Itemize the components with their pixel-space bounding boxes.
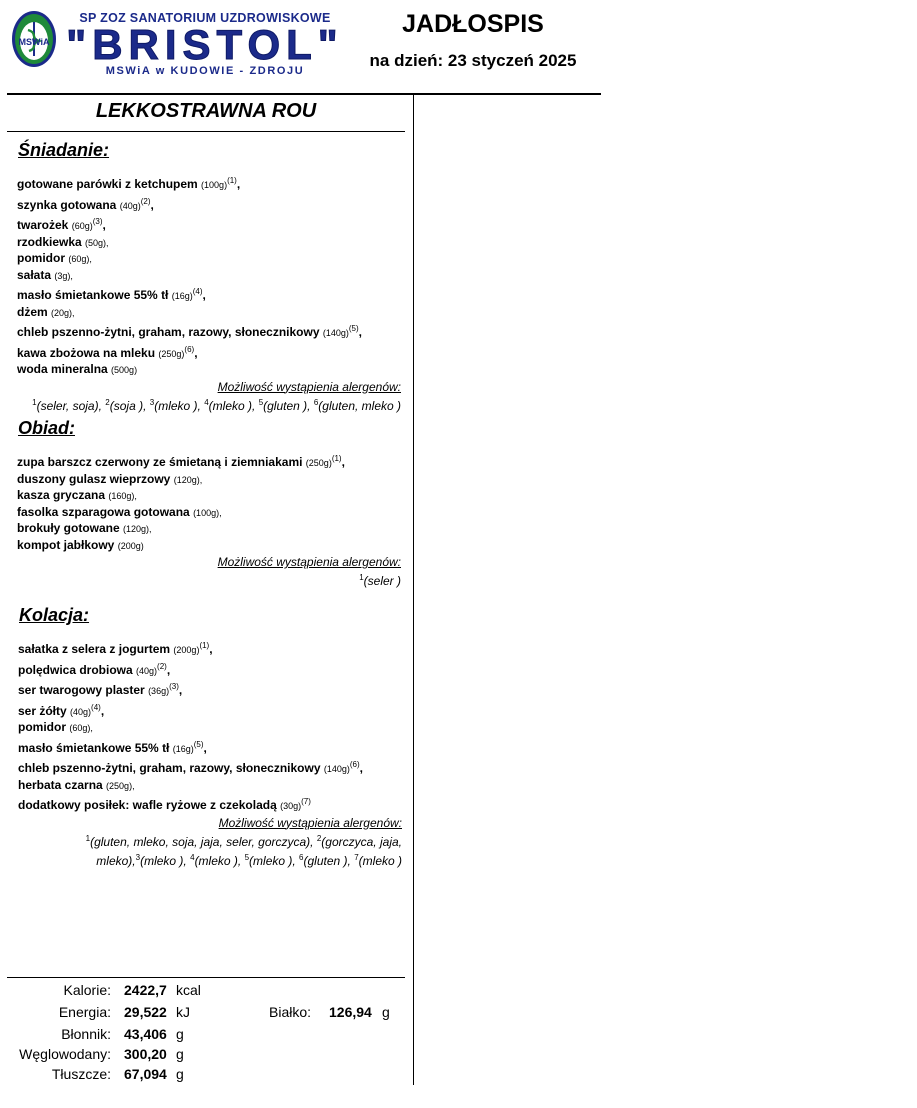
menu-item-name: chleb pszenno-żytni, graham, razowy, słonecznikowy bbox=[18, 761, 321, 775]
allergen-names: (gluten ), bbox=[303, 853, 355, 868]
meal-title: Śniadanie: bbox=[18, 140, 110, 160]
menu-item-amount: (40g) bbox=[136, 665, 158, 676]
menu-item bbox=[18, 679, 408, 700]
allergen-number: 4 bbox=[204, 397, 209, 407]
meal-title: Kolacja: bbox=[19, 605, 90, 625]
menu-item-amount: (40g) bbox=[70, 706, 92, 717]
allergen-ref: (6) bbox=[184, 344, 195, 354]
allergen-number: 1 bbox=[32, 397, 37, 407]
menu-item-name: pomidor bbox=[17, 251, 65, 265]
menu-item-name: sałatka z selera z jogurtem bbox=[18, 642, 171, 656]
menu-item bbox=[17, 173, 407, 194]
menu-item-separator: , bbox=[150, 197, 154, 212]
weglowodany-label: Węglowodany: bbox=[19, 1046, 111, 1062]
allergen-ref: (1) bbox=[199, 641, 210, 650]
menu-item-name: gotowane parówki z ketchupem bbox=[17, 177, 198, 191]
menu-item-amount: (60g) bbox=[71, 221, 93, 231]
menu-item bbox=[17, 472, 407, 489]
menu-item-amount: (160g), bbox=[108, 491, 137, 501]
menu-item-name: kawa zbożowa na mleku bbox=[17, 345, 156, 360]
menu-item-amount: (250g) bbox=[158, 348, 185, 359]
menu-item-separator: , bbox=[102, 218, 106, 232]
org-line1: SP ZOZ SANATORIUM UZDROWISKOWE bbox=[79, 11, 331, 25]
menu-item-amount: (140g) bbox=[323, 764, 350, 774]
menu-item-amount: (60g), bbox=[69, 723, 93, 733]
allergen-number: 2 bbox=[105, 397, 110, 407]
org-line3: MSWiA w KUDOWIE - ZDROJU bbox=[105, 65, 305, 77]
column-divider bbox=[413, 95, 414, 1085]
menu-item-name: polędwica drobiowa bbox=[18, 662, 133, 677]
allergen-names: (mleko ), bbox=[194, 853, 245, 868]
nutrition-row-weglowodany bbox=[0, 1046, 917, 1066]
weglowodany-unit: g bbox=[176, 1046, 184, 1062]
menu-item-amount: (100g) bbox=[201, 180, 228, 190]
menu-item bbox=[18, 720, 408, 737]
allergen-heading: Możliwość wystąpienia alergenów: bbox=[218, 815, 402, 830]
menu-item-amount: (20g), bbox=[51, 307, 75, 318]
allergen-number: 5 bbox=[258, 397, 264, 407]
menu-item-name: twarożek bbox=[17, 218, 69, 232]
diet-name: LEKKOSTRAWNA ROU bbox=[95, 100, 317, 122]
document-header bbox=[0, 0, 917, 100]
menu-item-name: herbata czarna bbox=[18, 777, 107, 792]
allergen-list bbox=[18, 831, 408, 869]
menu-item-separator: , bbox=[341, 455, 345, 469]
kalorie-unit: kcal bbox=[176, 982, 201, 998]
allergen-names: (gluten ), bbox=[263, 398, 314, 413]
allergen-number: 6 bbox=[313, 397, 319, 407]
allergen-number: 4 bbox=[190, 852, 195, 862]
bialko-label: Białko: bbox=[269, 1004, 312, 1020]
organization-name bbox=[64, 11, 346, 78]
allergen-ref: (1) bbox=[227, 176, 237, 185]
menu-item bbox=[17, 321, 407, 342]
menu-item bbox=[17, 362, 407, 379]
menu-item bbox=[17, 268, 407, 285]
tluszcze-value: 67,094 bbox=[124, 1066, 167, 1082]
allergen-ref: (2) bbox=[140, 196, 151, 206]
menu-item-name: zupa barszcz czerwony ze śmietaną i ziemniakami bbox=[17, 455, 303, 469]
menu-item-name: dodatkowy posiłek: wafle ryżowe z czekoladą bbox=[18, 798, 277, 812]
menu-item-name: chleb pszenno-żytni, graham, razowy, słonecznikowy bbox=[17, 325, 320, 339]
allergen-number: 1 bbox=[359, 573, 364, 582]
allergen-number: 3 bbox=[135, 852, 141, 862]
nutrition-divider bbox=[7, 977, 405, 978]
allergen-list bbox=[17, 395, 407, 414]
allergen-ref: (3) bbox=[92, 217, 103, 226]
menu-item-name: duszony gulasz wieprzowy bbox=[17, 471, 171, 486]
menu-item bbox=[17, 284, 407, 305]
bialko-value: 126,94 bbox=[329, 1004, 372, 1020]
menu-item-amount: (120g), bbox=[173, 474, 203, 485]
menu-item bbox=[18, 757, 408, 778]
blonnik-value: 43,406 bbox=[124, 1026, 167, 1042]
nutrition-row-energia bbox=[0, 1004, 917, 1024]
menu-item-separator: , bbox=[209, 642, 213, 656]
menu-item-separator: , bbox=[166, 662, 171, 677]
menu-item bbox=[18, 737, 408, 758]
menu-item-name: kasza gryczana bbox=[17, 488, 109, 502]
allergen-ref: (2) bbox=[157, 661, 167, 671]
menu-item bbox=[18, 778, 408, 795]
allergen-ref: (3) bbox=[169, 682, 179, 691]
menu-item-amount: (250g), bbox=[106, 780, 135, 791]
allergen-names: (seler ) bbox=[363, 574, 401, 588]
energia-label: Energia: bbox=[58, 1004, 111, 1020]
menu-item-name: dżem bbox=[17, 304, 48, 319]
tluszcze-unit: g bbox=[176, 1066, 184, 1082]
menu-item-name: brokuły gotowane bbox=[17, 521, 120, 535]
menu-item-name: rzodkiewka bbox=[17, 234, 82, 249]
menu-item-separator: , bbox=[178, 683, 183, 697]
document-date: na dzień: 23 styczeń 2025 bbox=[369, 51, 577, 70]
diet-divider bbox=[7, 131, 405, 132]
menu-item-amount: (100g), bbox=[193, 507, 222, 518]
menu-item-separator: , bbox=[194, 345, 198, 360]
menu-item-amount: (250g) bbox=[305, 458, 332, 468]
nutrition-row-blonnik bbox=[0, 1026, 917, 1046]
allergen-number: 7 bbox=[354, 852, 359, 862]
menu-item bbox=[18, 659, 408, 680]
blonnik-label: Błonnik: bbox=[61, 1026, 111, 1042]
menu-item bbox=[18, 638, 408, 659]
menu-item-separator: , bbox=[359, 761, 363, 775]
menu-item-amount: (200g) bbox=[173, 645, 200, 655]
kalorie-value: 2422,7 bbox=[124, 982, 167, 998]
menu-item-amount: (140g) bbox=[322, 328, 349, 338]
logo-text: MSWiA bbox=[18, 37, 50, 47]
meal-lunch bbox=[17, 418, 407, 589]
menu-item bbox=[17, 505, 407, 522]
allergen-heading: Możliwość wystąpienia alergenów: bbox=[217, 379, 401, 394]
menu-item bbox=[17, 251, 407, 268]
allergen-number: 1 bbox=[85, 833, 91, 843]
menu-item bbox=[17, 305, 407, 322]
org-brand: "BRISTOL" bbox=[66, 21, 344, 68]
menu-item bbox=[17, 214, 407, 235]
allergen-names: (mleko ), bbox=[140, 853, 191, 868]
menu-item-name: masło śmietankowe 55% tł bbox=[17, 288, 169, 302]
allergen-ref: (7) bbox=[301, 797, 311, 806]
menu-item-name: pomidor bbox=[18, 720, 66, 734]
menu-item bbox=[17, 538, 407, 555]
allergen-names: (seler, soja), bbox=[36, 398, 106, 413]
allergen-ref: (5) bbox=[348, 324, 359, 333]
menu-item bbox=[17, 342, 407, 363]
menu-item-name: ser twarogowy plaster bbox=[18, 683, 145, 697]
menu-item-amount: (16g) bbox=[172, 743, 194, 754]
allergen-names: (mleko ), bbox=[249, 853, 300, 868]
document-title: JADŁOSPIS bbox=[402, 10, 544, 38]
allergen-names: (mleko ), bbox=[208, 398, 259, 413]
nutrition-row-tluszcze bbox=[0, 1066, 917, 1086]
menu-item-name: ser żółty bbox=[18, 703, 71, 718]
allergen-ref: (1) bbox=[331, 454, 342, 463]
allergen-number: 3 bbox=[149, 397, 155, 407]
menu-item-name: szynka gotowana bbox=[17, 197, 117, 212]
menu-item bbox=[18, 794, 408, 815]
menu-item-amount: (40g) bbox=[119, 200, 141, 211]
allergen-heading: Możliwość wystąpienia alergenów: bbox=[217, 555, 401, 569]
tluszcze-label: Tłuszcze: bbox=[51, 1066, 111, 1082]
energia-value: 29,522 bbox=[124, 1004, 167, 1020]
sanatorium-logo bbox=[11, 10, 57, 68]
menu-item-separator: , bbox=[236, 177, 241, 191]
menu-item-amount: (3g), bbox=[54, 270, 73, 281]
menu-item bbox=[17, 521, 407, 538]
menu-item-separator: , bbox=[203, 740, 207, 755]
allergen-names: (mleko ) bbox=[358, 853, 402, 868]
meal-title: Obiad: bbox=[18, 418, 75, 438]
allergen-names: (gorczyca, jaja, mleko), bbox=[96, 834, 402, 868]
allergen-names: (gluten, mleko, soja, jaja, seler, gorczyca), bbox=[90, 834, 317, 849]
allergen-number: 2 bbox=[316, 833, 322, 843]
allergen-ref: (5) bbox=[193, 739, 204, 749]
allergen-names: (gluten, mleko ) bbox=[318, 398, 401, 413]
allergen-ref: (6) bbox=[349, 760, 360, 769]
menu-item-name: fasolka szparagowa gotowana bbox=[17, 504, 190, 519]
menu-item-separator: , bbox=[100, 703, 105, 718]
menu-item-separator: , bbox=[202, 288, 206, 302]
menu-item bbox=[17, 451, 407, 472]
header-divider bbox=[7, 93, 601, 95]
nutrition-row-kalorie bbox=[0, 982, 917, 1002]
menu-item-amount: (36g) bbox=[148, 686, 170, 696]
menu-item-name: masło śmietankowe 55% tł bbox=[18, 740, 170, 755]
menu-item-amount: (120g), bbox=[123, 524, 152, 534]
menu-item bbox=[18, 700, 408, 721]
energia-unit: kJ bbox=[176, 1004, 190, 1020]
weglowodany-value: 300,20 bbox=[124, 1046, 167, 1062]
menu-item-amount: (60g), bbox=[68, 254, 92, 264]
menu-item-amount: (200g) bbox=[117, 540, 144, 551]
menu-item bbox=[17, 194, 407, 215]
allergen-ref: (4) bbox=[192, 287, 203, 296]
allergen-list bbox=[17, 570, 407, 589]
allergen-names: (soja ), bbox=[109, 398, 150, 413]
menu-item-amount: (50g), bbox=[85, 237, 109, 248]
menu-item bbox=[17, 235, 407, 252]
menu-item-name: sałata bbox=[17, 267, 52, 282]
menu-item bbox=[17, 488, 407, 505]
allergen-number: 5 bbox=[244, 852, 250, 862]
blonnik-unit: g bbox=[176, 1026, 184, 1042]
allergen-number: 6 bbox=[299, 852, 304, 862]
menu-item-separator: , bbox=[358, 325, 362, 339]
menu-item-name: kompot jabłkowy bbox=[17, 537, 115, 552]
bialko-unit: g bbox=[382, 1004, 390, 1020]
menu-item-amount: (500g) bbox=[111, 365, 138, 375]
meal-breakfast bbox=[17, 140, 407, 414]
menu-item-amount: (30g) bbox=[280, 801, 302, 811]
allergen-names: (mleko ), bbox=[154, 398, 205, 413]
allergen-ref: (4) bbox=[91, 702, 101, 712]
menu-item-name: woda mineralna bbox=[17, 362, 108, 376]
kalorie-label: Kalorie: bbox=[63, 982, 111, 998]
meal-dinner bbox=[18, 605, 408, 869]
menu-item-amount: (16g) bbox=[171, 291, 193, 301]
